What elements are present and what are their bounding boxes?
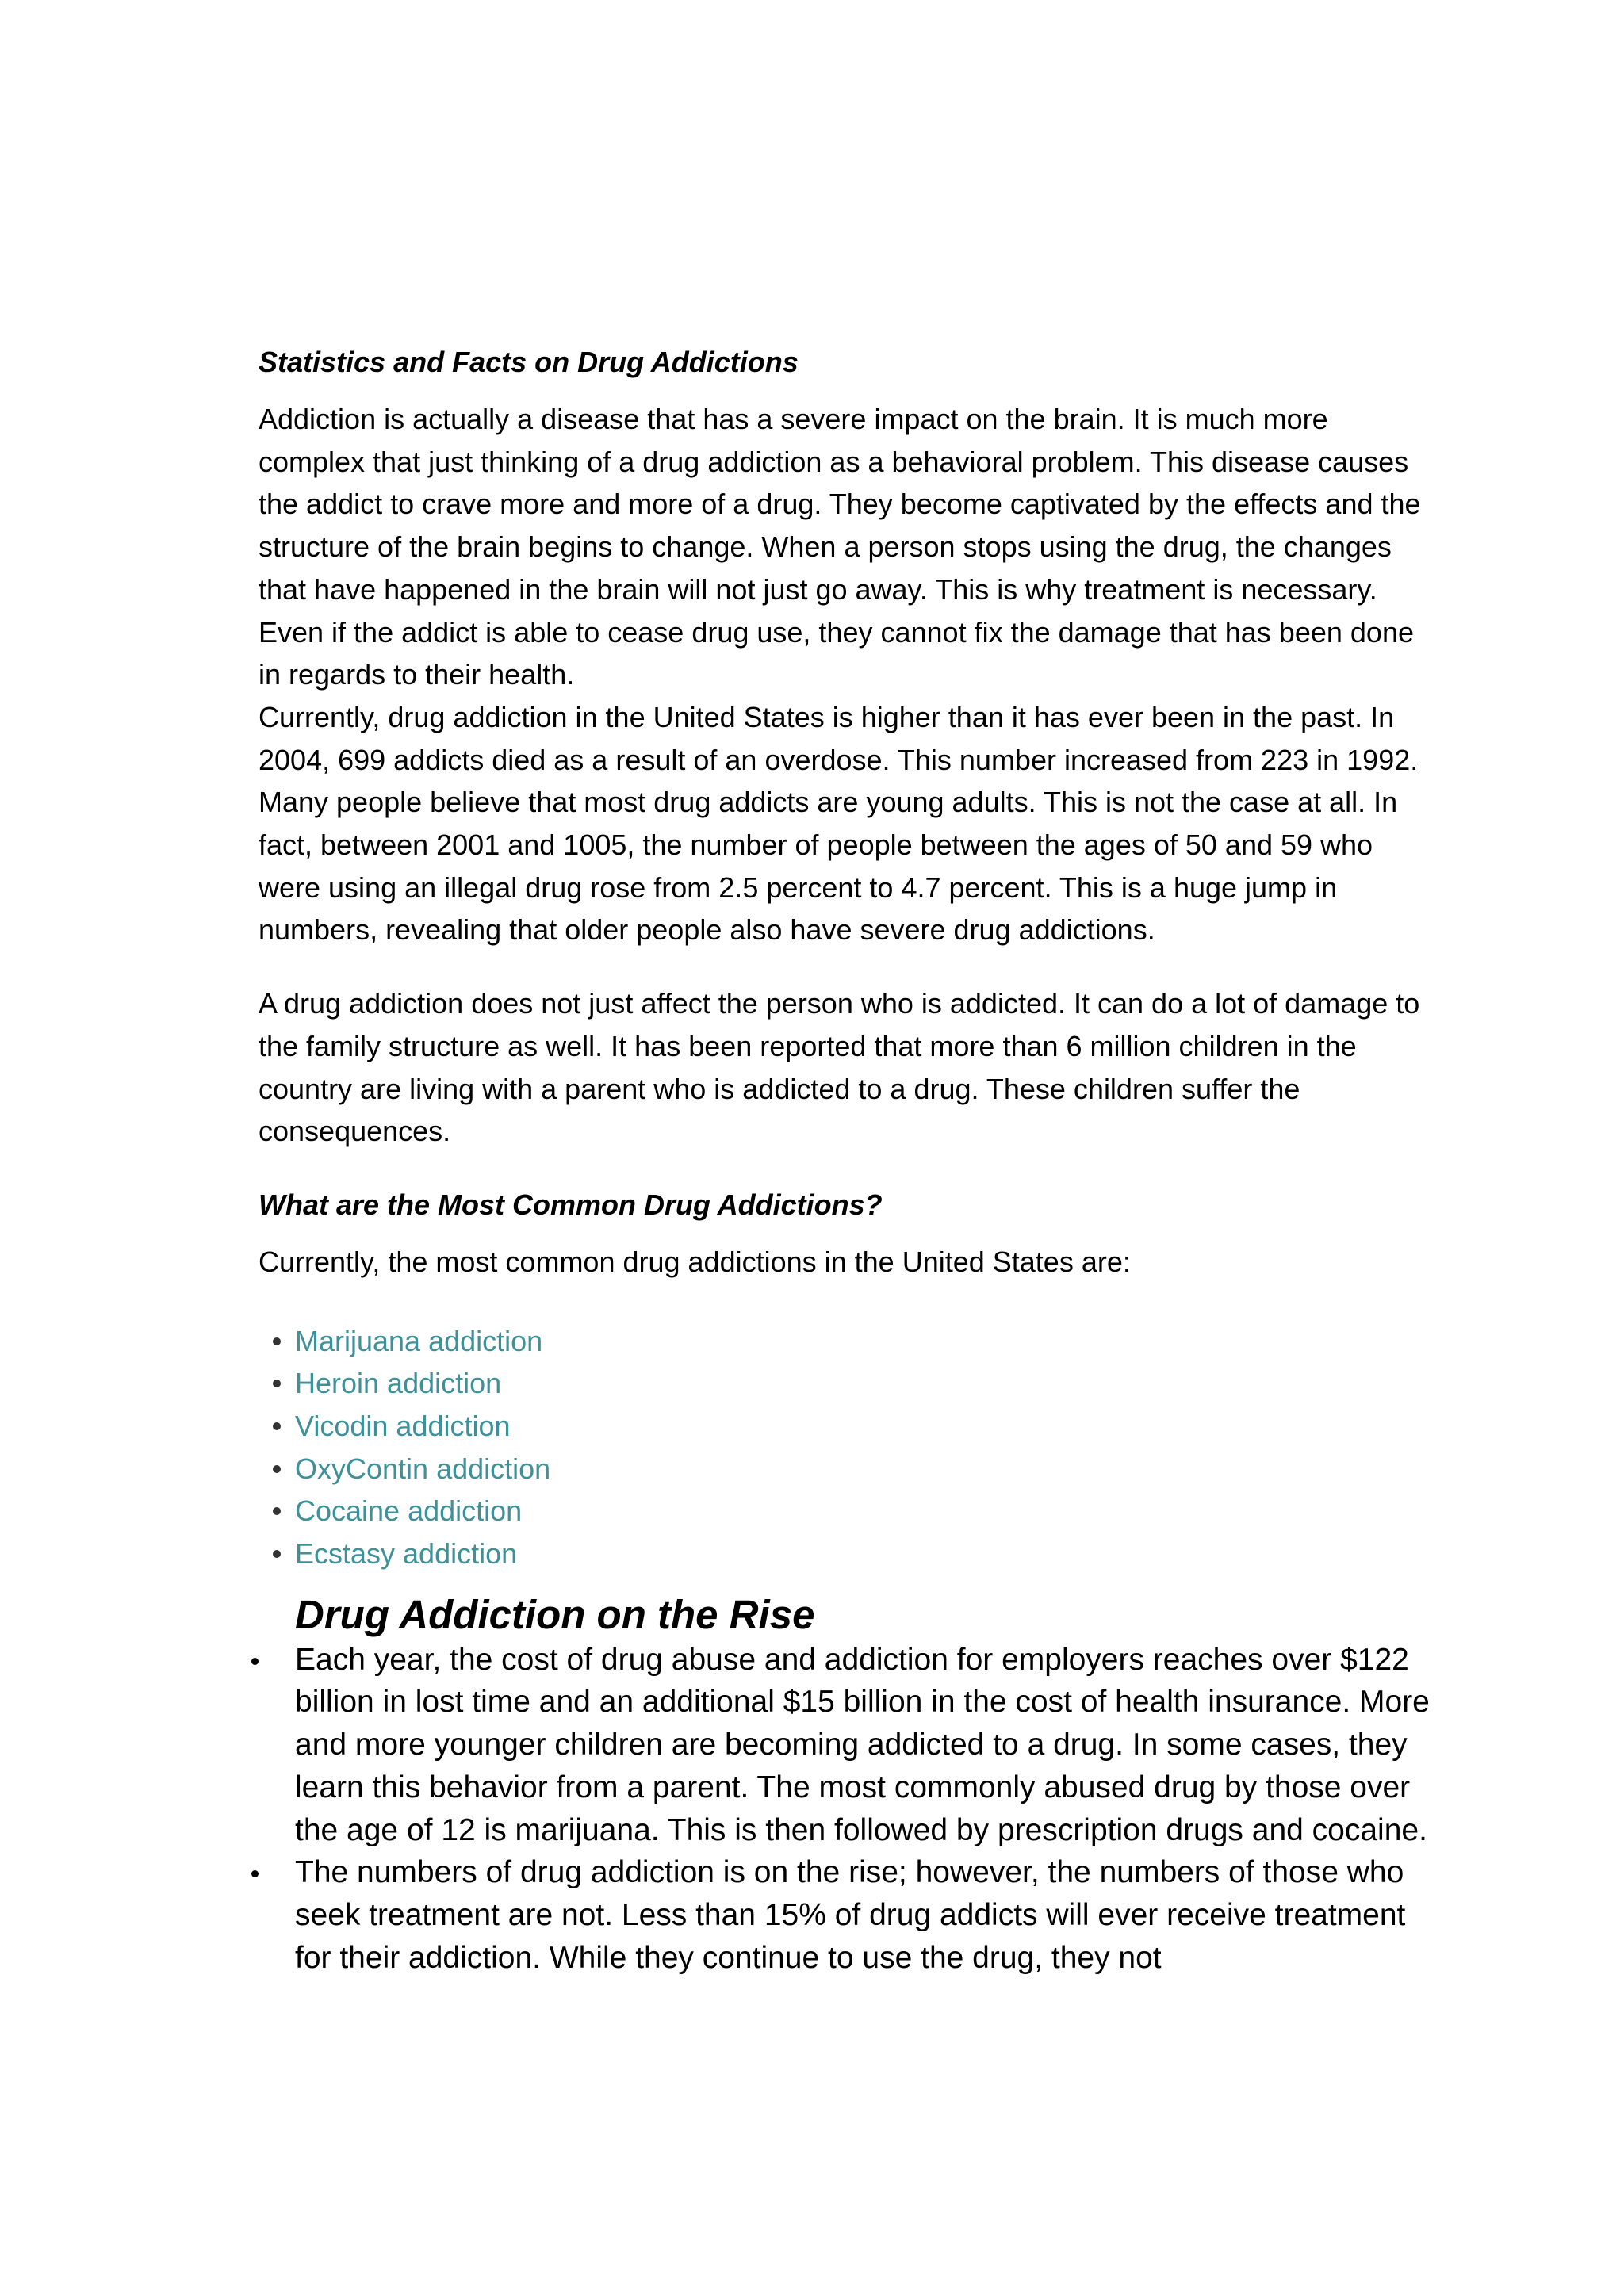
addiction-link-list (259, 1320, 1432, 1575)
bullet-icon (273, 1422, 281, 1430)
bullet-icon (273, 1337, 281, 1345)
bullet-text-employer-cost: Each year, the cost of drug abuse and addiction for employers reaches over $122 billion in lost time and an additional $15 billion in the cost of health insurance. More and more younger children are becoming addicted to a drug. In some cases, they learn this behavior from a parent. The most commonly abused drug by those over the age of 12 is marijuana. This is then followed by prescription drugs and cocaine. (295, 1642, 1430, 1847)
list-item (259, 1448, 1432, 1490)
link-ecstasy-addiction[interactable]: Ecstasy addiction (295, 1537, 518, 1571)
section-heading-common-addictions: What are the Most Common Drug Addictions? (259, 1188, 883, 1221)
list-item (259, 1851, 1432, 1979)
link-cocaine-addiction[interactable]: Cocaine addiction (295, 1494, 523, 1528)
link-heroin-addiction[interactable]: Heroin addiction (295, 1367, 502, 1400)
list-item (259, 1533, 1432, 1575)
bullet-icon (273, 1380, 281, 1387)
document-page (259, 341, 1432, 1979)
list-item (259, 1320, 1432, 1363)
rise-bullet-list (259, 1639, 1432, 1980)
bullet-text-treatment: The numbers of drug addiction is on the rise; however, the numbers of those who seek treatment are not. Less than 15% of drug addicts will ever receive treatment for their addiction. While they continue to use the drug, they not (295, 1855, 1406, 1975)
bullet-icon (273, 1507, 281, 1515)
paragraph-current-statistics: Currently, drug addiction in the United States is higher than it has ever been in the past. In 2004, 699 addicts died as a result of an overdose. This number increased from 223 in 1992. Many people believe that most drug addicts are young adults. This is not the case at all. In fact, between 2001 and 1005, the number of people between the ages of 50 and 59 who were using an illegal drug rose from 2.5 percent to 4.7 percent. This is a huge jump in numbers, revealing that older people also have severe drug addictions. (259, 700, 1419, 947)
section-heading-drug-addiction-rise: Drug Addiction on the Rise (295, 1591, 815, 1637)
bullet-icon (251, 1658, 259, 1665)
link-oxycontin-addiction[interactable]: OxyContin addiction (295, 1452, 551, 1485)
list-item (259, 1362, 1432, 1405)
list-item (259, 1490, 1432, 1533)
section-heading-statistics: Statistics and Facts on Drug Addictions (259, 346, 799, 378)
paragraph-common-intro: Currently, the most common drug addictions in the United States are: (259, 1245, 1131, 1278)
paragraph-family-impact: A drug addiction does not just affect the person who is addicted. It can do a lot of damage to the family structure as well. It has been reported that more than 6 million children in the country are living with a parent who is addicted to a drug. These children suffer the consequences. (259, 987, 1420, 1148)
bullet-icon (251, 1870, 259, 1877)
list-item (259, 1639, 1432, 1852)
paragraph-addiction-disease: Addiction is actually a disease that has a severe impact on the brain. It is much more complex that just thinking of a drug addiction as a behavioral problem. This disease causes the addict to crave more and more of a drug. They become captivated by the effects and the structure of the brain begins to change. When a person stops using the drug, the changes that have happened in the brain will not just go away. This is why treatment is necessary. Even if the addict is able to cease drug use, they cannot fix the damage that has been done in regards to their health. (259, 403, 1421, 691)
bullet-icon (273, 1465, 281, 1473)
list-item (259, 1405, 1432, 1448)
link-vicodin-addiction[interactable]: Vicodin addiction (295, 1410, 511, 1443)
link-marijuana-addiction[interactable]: Marijuana addiction (295, 1324, 543, 1357)
bullet-icon (273, 1550, 281, 1558)
